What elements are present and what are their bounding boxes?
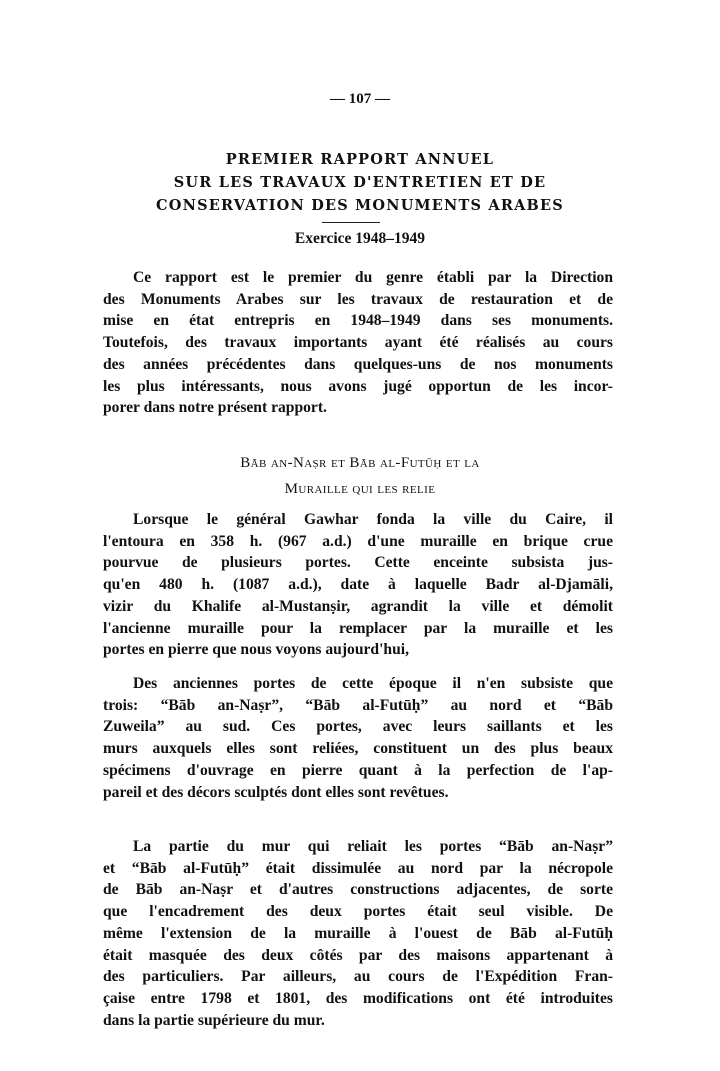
text-line: les plus intéressants, nous avons jugé opportun de les incor- xyxy=(103,377,613,395)
text-line: des particuliers. Par ailleurs, au cours de l'Expédition Fran- xyxy=(103,968,613,986)
body-paragraph xyxy=(103,836,613,1031)
text-line: qu'en 480 h. (1087 a.d.), date à laquelle Badr al-Djamāli, xyxy=(103,576,613,594)
text-line: La partie du mur qui reliait les portes “Bāb an-Naṣr” xyxy=(133,838,613,855)
text-line: pourvue de plusieurs portes. Cette enceinte subsista jus- xyxy=(103,554,613,572)
text-line: trois: “Bāb an-Naṣr”, “Bāb al-Futūḥ” au nord et “Bāb xyxy=(103,696,613,714)
text-line: spécimens d'ouvrage en pierre quant à la perfection de l'ap- xyxy=(103,761,613,779)
text-line: portes en pierre que nous voyons aujourd'hui, xyxy=(103,641,410,659)
title-line: CONSERVATION DES MONUMENTS ARABES xyxy=(156,197,564,214)
text-line: dans la partie supérieure du mur. xyxy=(103,1011,325,1029)
section-heading-line: Muraille qui les relie xyxy=(284,481,436,497)
title-line: PREMIER RAPPORT ANNUEL xyxy=(225,151,495,168)
text-line: porer dans notre présent rapport. xyxy=(103,399,327,417)
text-line: mise en état entrepris en 1948–1949 dans ses monuments. xyxy=(103,312,613,330)
text-line: des années précédentes dans quelques-uns de nos monuments xyxy=(103,355,613,373)
text-line: Ce rapport est le premier du genre établi par la Direction xyxy=(133,269,613,286)
text-line: et “Bāb al-Futūḥ” était dissimulée au nord par la nécropole xyxy=(103,859,613,877)
section-heading-line: Bāb an-Naṣr et Bāb al-Futūḥ et la xyxy=(240,455,480,471)
text-line: que l'encadrement des deux portes était seul visible. De xyxy=(103,903,613,921)
text-line: des Monuments Arabes sur les travaux de restauration et de xyxy=(103,290,613,308)
text-line: l'entoura en 358 h. (967 a.d.) d'une muraille en brique crue xyxy=(103,532,613,550)
text-line: Des anciennes portes de cette époque il n'en subsiste que xyxy=(133,675,613,692)
text-line: vizir du Khalife al-Mustanṣir, agrandit la ville et démolit xyxy=(103,597,613,615)
title-line: SUR LES TRAVAUX D'ENTRETIEN ET DE xyxy=(173,174,547,191)
text-line: de Bāb an-Naṣr et d'autres constructions adjacentes, de sorte xyxy=(103,881,613,899)
page-number: — 107 — xyxy=(330,91,390,107)
text-line: l'ancienne muraille pour la remplacer par la muraille et les xyxy=(103,619,613,637)
text-line: Toutefois, des travaux importants ayant été réalisés au cours xyxy=(103,334,613,352)
intro-paragraph xyxy=(103,267,613,419)
title-divider xyxy=(322,222,380,223)
text-line: çaise entre 1798 et 1801, des modifications ont été introduites xyxy=(103,989,613,1007)
text-line: même l'extension de la muraille à l'ouest de Bāb al-Futūḥ xyxy=(103,924,613,942)
body-paragraph xyxy=(103,509,613,661)
text-line: était masquée des deux côtés par des maisons appartenant à xyxy=(103,946,613,964)
text-line: Lorsque le général Gawhar fonda la ville du Caire, il xyxy=(133,511,613,528)
text-line: Zuweila” au sud. Ces portes, avec leurs saillants et les xyxy=(103,718,613,736)
document-title xyxy=(0,148,720,217)
body-paragraph xyxy=(103,673,613,803)
section-heading xyxy=(0,450,720,502)
text-line: murs auxquels elles sont reliées, constituent un des plus beaux xyxy=(103,740,613,758)
exercise-subtitle: Exercice 1948–1949 xyxy=(294,230,426,247)
text-line: pareil et des décors sculptés dont elles sont revêtues. xyxy=(103,783,449,801)
